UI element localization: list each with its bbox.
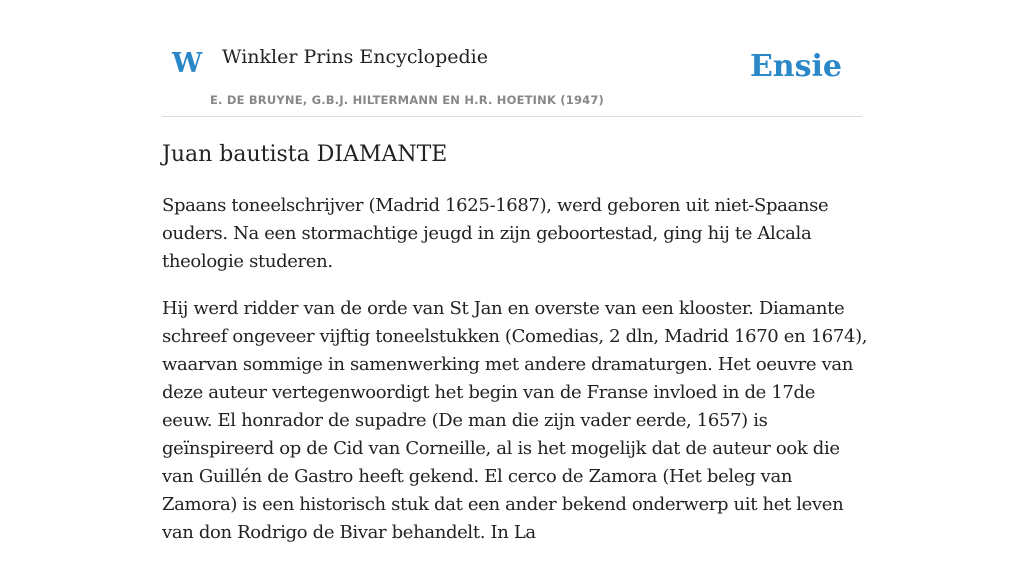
source-title[interactable]: Winkler Prins Encyclopedie <box>222 46 488 68</box>
site-header <box>162 0 862 117</box>
article-title: Juan bautista DIAMANTE <box>162 142 448 167</box>
article-paragraph: Spaans toneelschrijver (Madrid 1625-1687), werd geboren uit niet-Spaanse ouders. Na een stormachtige jeugd in zijn geboortestad, ging hij te Alcala theologie studeren. <box>162 195 829 272</box>
winkler-prins-logo[interactable]: W <box>172 48 203 79</box>
article-paragraph: Hij werd ridder van de orde van St Jan en overste van een klooster. Diamante schreef ongeveer vijftig toneelstukken (Comedias, 2 dln, Madrid 1670 en 1674), waarvan sommige in samenwerking met andere dramaturgen. Het oeuvre van deze auteur vertegenwoordigt het begin van de Franse invloed in de 17de eeuw. El honrador de supadre (De man die zijn vader eerde, 1657) is geïnspireerd op de Cid van Corneille, al is het mogelijk dat de auteur ook die van Guillén de Gastro heeft gekend. El cerco de Zamora (Het beleg van Zamora) is een historisch stuk dat een ander bekend onderwerp uit het leven van don Rodrigo de Bivar behandelt. In La <box>162 298 868 543</box>
ensie-logo[interactable]: Ensie <box>749 49 842 84</box>
article-body <box>162 192 868 566</box>
source-authors: E. DE BRUYNE, G.B.J. HILTERMANN EN H.R. HOETINK (1947) <box>210 93 605 107</box>
